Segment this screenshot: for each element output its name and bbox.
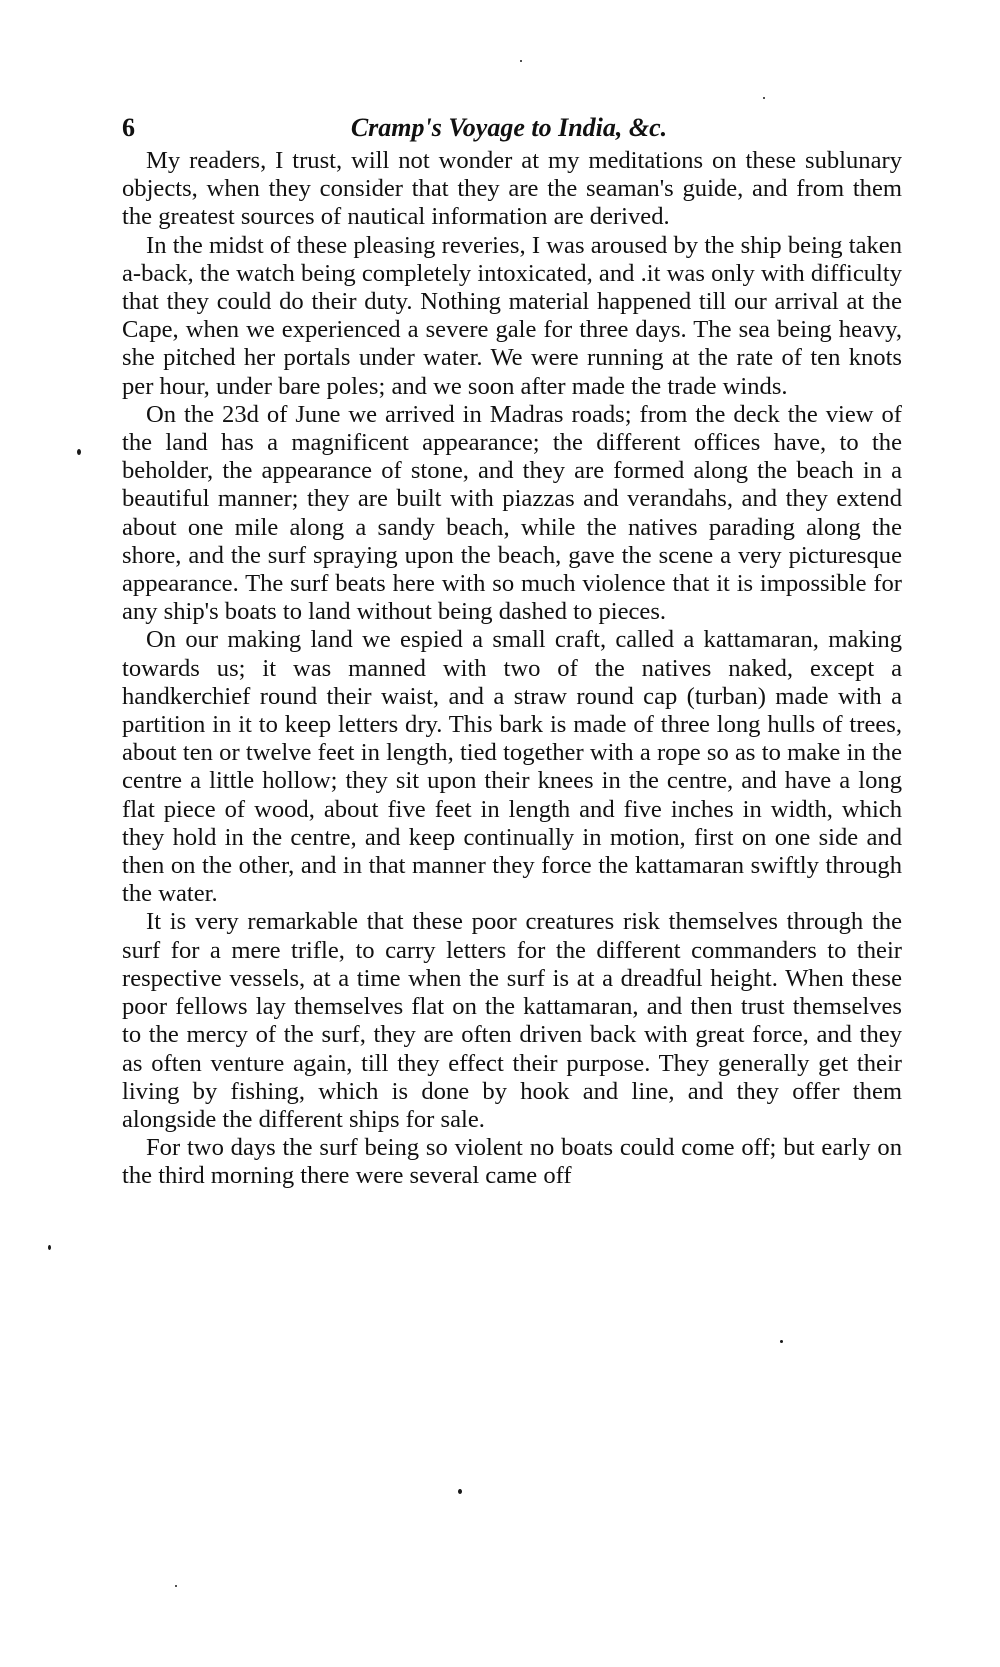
ink-speck: [780, 1340, 783, 1343]
paragraph-madras-roads: On the 23d of June we arrived in Madras roads; from the deck the view of the land has a magnificent appearance; the different offices have, to the beholder, the appearance of stone, and they are formed along the beach in a beautiful manner; they are built with piazzas and verandahs, and they extend about one mile along a sandy beach, while the natives parading along the shore, and the surf spraying upon the beach, gave the scene a very picturesque appearance. The surf beats here with so much violence that it is impossible for any ship's boats to land without being dashed to pieces.: [122, 400, 902, 626]
page-number: 6: [122, 113, 135, 142]
paragraph-reveries: In the midst of these pleasing reveries, I was aroused by the ship being taken a-back, the watch being completely intoxicated, and .it was only with difficulty that they could do their duty. Nothing material happened till our arrival at the Cape, when we experienced a severe gale for three days. The sea being heavy, she pitched her portals under water. We were running at the rate of ten knots per hour, under bare poles; and we soon after made the trade winds.: [122, 231, 902, 400]
paragraph-kattamaran: On our making land we espied a small craft, called a kattamaran, making towards us; it was manned with two of the natives naked, except a handkerchief round their waist, and a straw round cap (turban) made with a partition in it to keep letters dry. This bark is made of three long hulls of trees, about ten or twelve feet in length, tied together with a rope so as to make in the centre a little hollow; they sit upon their knees in the centre, and have a long flat piece of wood, about five feet in length and five inches in width, which they hold in the centre, and keep continually in motion, first on one side and then on the other, and in that manner they force the kattamaran swiftly through the water.: [122, 626, 902, 908]
body-text: [122, 147, 902, 1191]
paragraph-meditations: My readers, I trust, will not wonder at my meditations on these sublunary objects, when they consider that they are the seaman's guide, and from them the greatest sources of nautical information are derived.: [122, 147, 902, 231]
ink-speck: [763, 97, 765, 99]
ink-speck: [458, 1489, 462, 1494]
running-head: [116, 110, 902, 146]
paragraph-boats-came-off: For two days the surf being so violent no boats could come off; but early on the third morning there were several came off: [122, 1134, 902, 1190]
ink-speck: [48, 1245, 51, 1250]
paragraph-surf-risk: It is very remarkable that these poor creatures risk themselves through the surf for a mere trifle, to carry letters for the different commanders to their respective vessels, at a time when the surf is at a dreadful height. When these poor fellows lay themselves flat on the kattamaran, and then trust themselves to the mercy of the surf, they are often driven back with great force, and they as often venture again, till they effect their purpose. They generally get their living by fishing, which is done by hook and line, and they offer them alongside the different ships for sale.: [122, 908, 902, 1133]
ink-speck: [77, 449, 81, 455]
running-title: Cramp's Voyage to India, &c.: [350, 113, 668, 142]
ink-speck: [520, 60, 522, 62]
ink-speck: [175, 1585, 177, 1587]
